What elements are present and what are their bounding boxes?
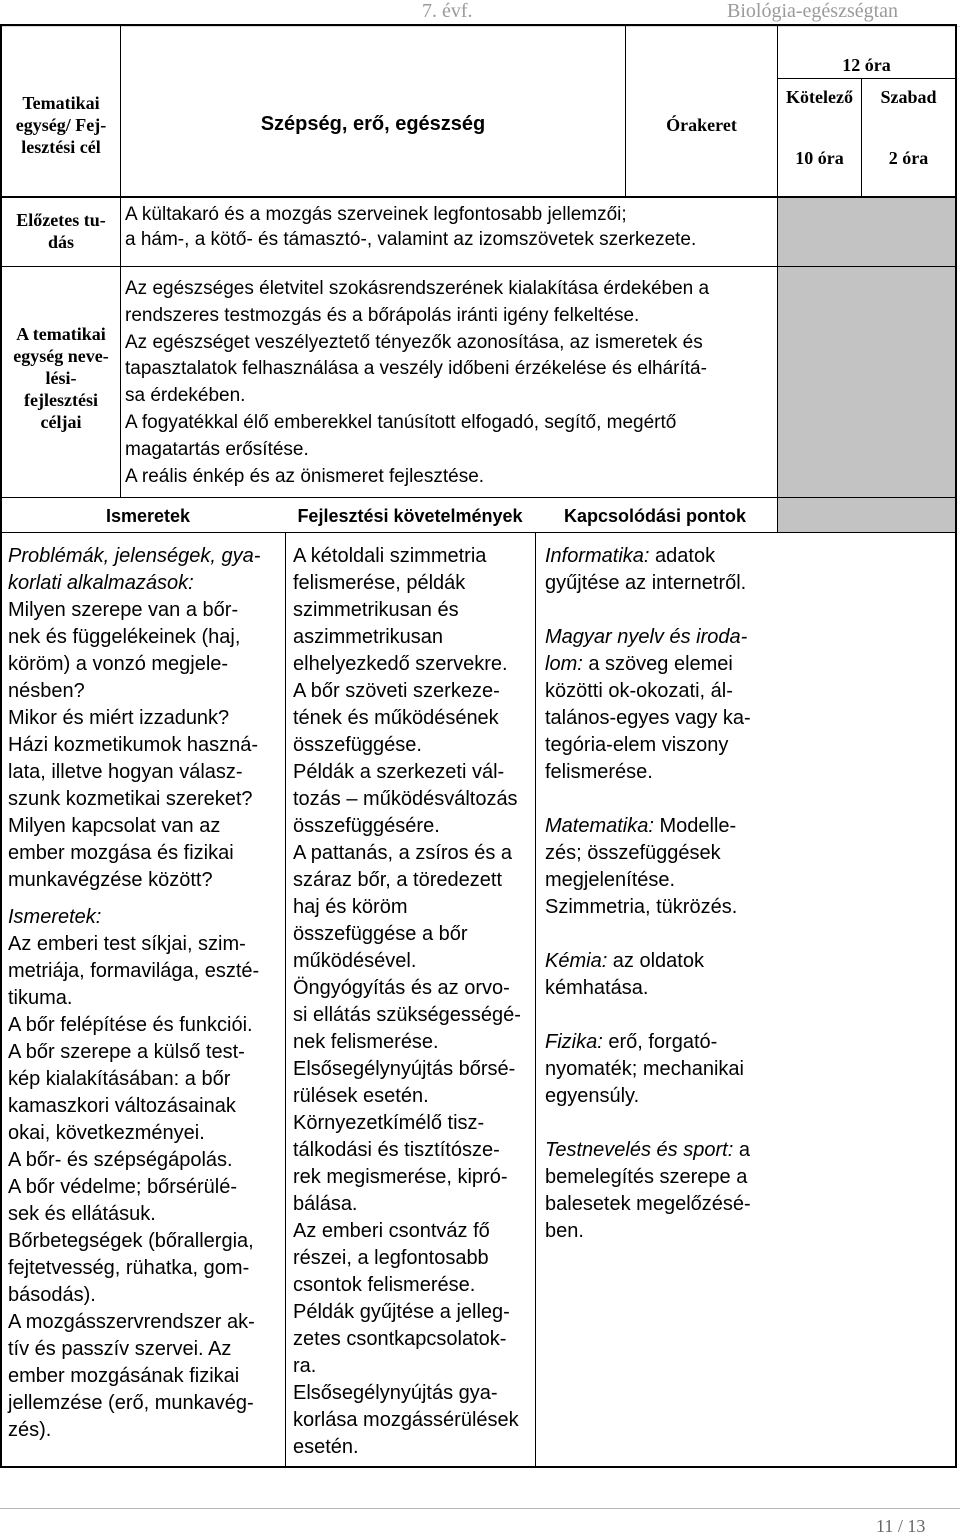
grid-line — [0, 532, 957, 533]
grid-line — [535, 533, 536, 1468]
hours-label: Órakeret — [666, 115, 737, 135]
column-header-connections: Kapcsolódási pontok — [563, 506, 747, 526]
goals-text: Az egészséges életvitel szokásrendszerének kialakítása érdekében a rendszeres testmozgás és a bőrápolás iránti igény felkeltése. Az egészséget veszélyeztető tényezők azonosítása, az ismeretek és tapasztalatok felhasználása a veszély időbeni érzékelése és elhárítá- sa érdekében. A fogyatékkal élő emberekkel tanúsított elfogadó, segítő, megértő magatartás erősítése. A reális énkép és az önismeret fejlesztése. — [125, 278, 710, 487]
connection-informatika: Informatika: adatok — [545, 545, 716, 567]
grid-line — [120, 24, 121, 497]
connection-magyar: Magyar nyelv és iroda- — [545, 626, 748, 648]
footer-rule — [0, 1508, 960, 1509]
topic-title: Szépség, erő, egészség — [260, 113, 486, 135]
grid-line — [777, 78, 956, 79]
grid-line — [0, 196, 957, 198]
column-header-knowledge: Ismeretek — [105, 506, 191, 526]
requirements-column: A kétoldali szimmetria felismerése, példák szimmetrikusan és aszimmetrikusan elhelyezkedő szervekre. A bőr szöveti szerkeze- tének és működésének összefüggése. Példák a szerkezeti vál- tozás – működésváltozás összefüggésére. A pattanás, a zsíros és a száraz bőr, a töredezett haj és köröm összefüggése a bőr működésével. Öngyógyítás és az orvo- si ellátás szükségességé- nek felismerése. Elsősegélynyújtás bőrsé- rülések esetén. Környezetkímélő tisz- tálkodási és tisztítósze- rek megismerése, kipró- bálása. Az emberi csontváz fő részei, a legfontosabb csontok felismerése. Példák gyűjtése a jelleg- zetes csontkapcsolatok- ra. Elsősegélynyújtás gya- korlása mozgássérülések esetén. — [293, 545, 521, 1458]
knowledge-column: Problémák, jelenségek, gya- korlati alkalmazások: Milyen szerepe van a bőr- nek és függelékeinek (haj, köröm) a vonzó megjele- nésben? Mikor és miért izzadunk? Házi kozmetikumok haszná- lata, illetve hogyan válasz- szunk kozmetikai szereket? Milyen kapcsolat van az ember mozgása és fizikai munkavégzése között? Ismeretek: Az emberi test síkjai, szim- metriája, formavilága, eszté- tikuma. A bőr felépítése és funkciói. A bőr szerepe a külső test- kép kialakításában: a bőr kamaszkori változásainak okai, következményei. A bőr- és szépségápolás. A bőr védelme; bőrsérülé- sek és ellátásuk. Bőrbetegségek (bőrallergia, fejtetvesség, rühatka, gom- básodás). A mozgásszervrendszer ak- tív és passzív szervei. Az ember mozgásának fizikai jellemzése (erő, munkavég- zés). — [8, 545, 261, 1441]
grid-line — [0, 266, 957, 267]
total-hours: 12 óra — [842, 55, 891, 75]
connection-fizika: Fizika: erő, forgató- — [545, 1031, 718, 1053]
free-label: Szabad — [880, 87, 937, 107]
topic-label: Tematikai egység/ Fej- lesztési cél — [15, 93, 107, 157]
goals-label: A tematikai egység neve- lési- fejlesztési céljai — [13, 324, 109, 432]
grid-line — [0, 497, 957, 498]
grid-line — [625, 24, 626, 197]
subject-label: Biológia-egészségtan — [727, 0, 899, 22]
connection-matematika: Matematika: Modelle- — [545, 815, 737, 837]
page-number: 11 / 13 — [876, 1516, 926, 1536]
connection-testneveles: Testnevelés és sport: a — [545, 1139, 750, 1161]
free-hours: 2 óra — [888, 148, 929, 168]
knowledge-heading: Ismeretek: — [8, 906, 102, 928]
grade-label: 7. évf. — [422, 0, 473, 22]
mandatory-label: Kötelező — [786, 87, 853, 107]
grid-line — [285, 533, 286, 1468]
problems-heading: Problémák, jelenségek, gya- — [8, 545, 261, 567]
mandatory-hours: 10 óra — [795, 148, 844, 168]
prior-knowledge-label: Előzetes tu- dás — [16, 210, 106, 252]
connections-column: Informatika: adatok gyűjtése az internetről. Magyar nyelv és iroda- lom: a szöveg elemei közötti ok-okozati, ál- talános-egyes vagy ka- tegória-elem viszony felismerése. Matematika: Modelle- zés; összefüggések megjelenítése. Szimmetria, tükrözés. Kémia: az oldatok kémhatása. Fizika: erő, forgató- nyomaték; mechanikai egyensúly. Testnevelés és sport: a bemelegítés szerepe a balesetek megelőzésé- ben. — [545, 545, 751, 1242]
column-header-requirements: Fejlesztési követelmények — [297, 506, 523, 526]
connection-kemia: Kémia: az oldatok — [545, 950, 704, 972]
prior-knowledge-text: A kültakaró és a mozgás szerveinek legfontosabb jellemzői; a hám-, a kötő- és támasztó-, valamint az izomszövetek szerkezete. — [125, 204, 697, 250]
